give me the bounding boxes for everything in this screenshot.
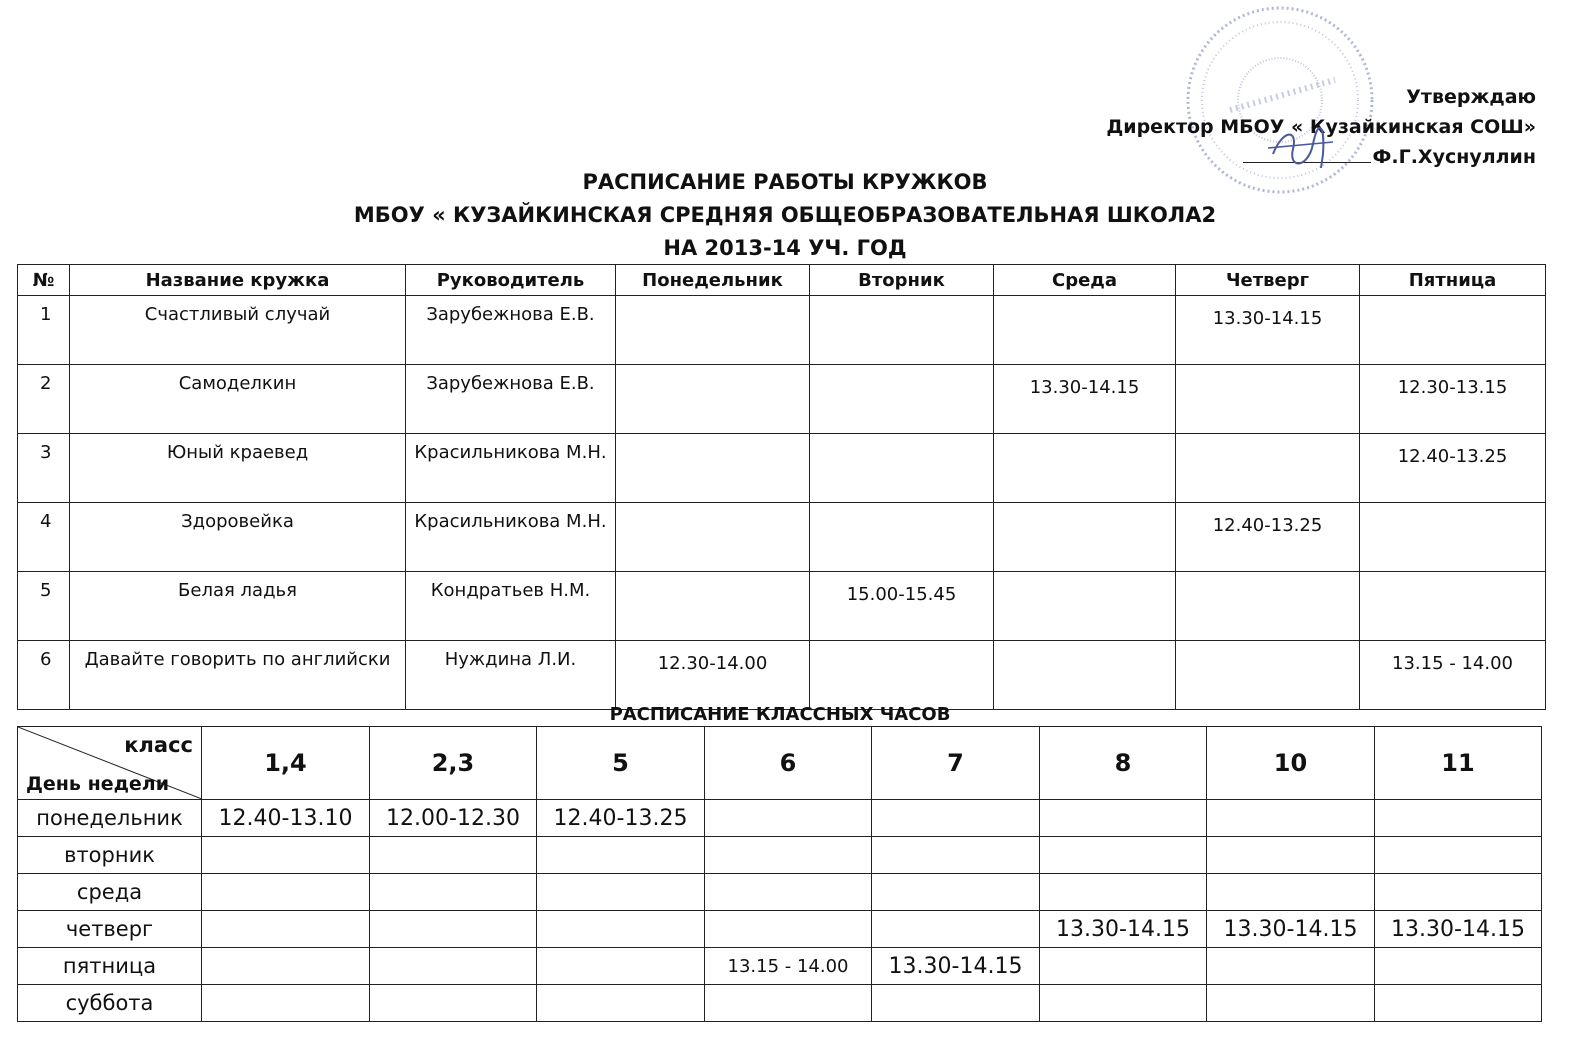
signature-icon: [1263, 124, 1353, 170]
time-cell: 13.15 - 14.00: [705, 948, 872, 985]
friday-time: 12.30-13.15: [1360, 365, 1546, 434]
friday-time: [1360, 503, 1546, 572]
circle-name: Счастливый случай: [70, 296, 406, 365]
time-cell: [537, 911, 705, 948]
row-num: 5: [18, 572, 70, 641]
time-cell: [1040, 800, 1207, 837]
circle-name: Здоровейка: [70, 503, 406, 572]
circle-name: Белая ладья: [70, 572, 406, 641]
corner-cell: [18, 727, 202, 800]
time-cell: [1040, 985, 1207, 1022]
time-cell: 12.40-13.10: [202, 800, 370, 837]
wednesday-time: [994, 296, 1176, 365]
header-tuesday: Вторник: [810, 265, 994, 296]
time-cell: [370, 874, 537, 911]
circle-leader: Красильникова М.Н.: [406, 434, 616, 503]
time-cell: 13.30-14.15: [872, 948, 1040, 985]
wednesday-time: [994, 434, 1176, 503]
time-cell: [1375, 948, 1542, 985]
corner-class-label: класс: [124, 733, 193, 757]
monday-time: [616, 296, 810, 365]
table-row: [18, 874, 1542, 911]
time-cell: [370, 948, 537, 985]
approval-signature-line: [1106, 142, 1536, 172]
time-cell: [1207, 800, 1375, 837]
circle-leader: Нуждина Л.И.: [406, 641, 616, 710]
time-cell: [872, 985, 1040, 1022]
approval-block: [1106, 82, 1536, 172]
row-num: 3: [18, 434, 70, 503]
tuesday-time: [810, 296, 994, 365]
class-hours-table: [17, 726, 1542, 1022]
time-cell: [872, 911, 1040, 948]
thursday-time: 12.40-13.25: [1176, 503, 1360, 572]
time-cell: [1207, 985, 1375, 1022]
circle-leader: Зарубежнова Е.В.: [406, 365, 616, 434]
class-header: 5: [537, 727, 705, 800]
thursday-time: [1176, 641, 1360, 710]
row-num: 6: [18, 641, 70, 710]
table-row: [18, 800, 1542, 837]
circle-leader: Зарубежнова Е.В.: [406, 296, 616, 365]
friday-time: [1360, 296, 1546, 365]
header-leader: Руководитель: [406, 265, 616, 296]
day-cell: вторник: [18, 837, 202, 874]
class-header: 1,4: [202, 727, 370, 800]
title-line-2: МБОУ « КУЗАЙКИНСКАЯ СРЕДНЯЯ ОБЩЕОБРАЗОВАТЕЛЬНАЯ ШКОЛА2: [353, 203, 1217, 227]
time-cell: [705, 800, 872, 837]
corner-day-label: День недели: [26, 773, 170, 795]
monday-time: [616, 434, 810, 503]
tuesday-time: [810, 365, 994, 434]
time-cell: [872, 837, 1040, 874]
thursday-time: 13.30-14.15: [1176, 296, 1360, 365]
time-cell: [202, 874, 370, 911]
row-num: 1: [18, 296, 70, 365]
approval-position: Директор МБОУ « Кузайкинская СОШ»: [1106, 116, 1536, 138]
tuesday-time: 15.00-15.45: [810, 572, 994, 641]
thursday-time: [1176, 572, 1360, 641]
time-cell: [202, 985, 370, 1022]
monday-time: [616, 503, 810, 572]
time-cell: [1375, 837, 1542, 874]
time-cell: [705, 874, 872, 911]
class-header-row: [18, 727, 1542, 800]
circle-name: Юный краевед: [70, 434, 406, 503]
tuesday-time: [810, 434, 994, 503]
title-line-3: НА 2013-14 УЧ. ГОД: [663, 236, 907, 260]
wednesday-time: [994, 503, 1176, 572]
wednesday-time: [994, 572, 1176, 641]
header-name: Название кружка: [70, 265, 406, 296]
time-cell: [537, 874, 705, 911]
class-header: 6: [705, 727, 872, 800]
table-row: [18, 503, 1546, 572]
header-monday: Понедельник: [616, 265, 810, 296]
time-cell: 12.00-12.30: [370, 800, 537, 837]
title-line-1: РАСПИСАНИЕ РАБОТЫ КРУЖКОВ: [582, 170, 988, 194]
approval-name: Ф.Г.Хуснуллин: [1372, 146, 1536, 168]
thursday-time: [1176, 365, 1360, 434]
time-cell: [537, 837, 705, 874]
time-cell: [872, 800, 1040, 837]
time-cell: [370, 911, 537, 948]
header-wednesday: Среда: [994, 265, 1176, 296]
monday-time: [616, 572, 810, 641]
time-cell: [1207, 948, 1375, 985]
row-num: 2: [18, 365, 70, 434]
row-num: 4: [18, 503, 70, 572]
time-cell: [202, 837, 370, 874]
class-header: 2,3: [370, 727, 537, 800]
tuesday-time: [810, 641, 994, 710]
class-header: 10: [1207, 727, 1375, 800]
table-row: [18, 985, 1542, 1022]
table-row: [18, 948, 1542, 985]
class-hours-title: РАСПИСАНИЕ КЛАССНЫХ ЧАСОВ: [609, 704, 951, 725]
table-row: [18, 365, 1546, 434]
tuesday-time: [810, 503, 994, 572]
time-cell: [537, 948, 705, 985]
time-cell: [1040, 837, 1207, 874]
day-cell: пятница: [18, 948, 202, 985]
wednesday-time: [994, 641, 1176, 710]
time-cell: [1207, 874, 1375, 911]
time-cell: [1375, 985, 1542, 1022]
circles-schedule-table: [17, 264, 1546, 710]
time-cell: 13.30-14.15: [1207, 911, 1375, 948]
circle-name: Самоделкин: [70, 365, 406, 434]
day-cell: суббота: [18, 985, 202, 1022]
wednesday-time: 13.30-14.15: [994, 365, 1176, 434]
friday-time: 12.40-13.25: [1360, 434, 1546, 503]
table-row: [18, 572, 1546, 641]
table-row: [18, 296, 1546, 365]
time-cell: [705, 985, 872, 1022]
page-title: [0, 166, 1570, 265]
time-cell: [705, 911, 872, 948]
time-cell: [537, 985, 705, 1022]
time-cell: [705, 837, 872, 874]
friday-time: 13.15 - 14.00: [1360, 641, 1546, 710]
circle-leader: Красильникова М.Н.: [406, 503, 616, 572]
time-cell: [370, 837, 537, 874]
time-cell: [202, 948, 370, 985]
time-cell: 12.40-13.25: [537, 800, 705, 837]
monday-time: 12.30-14.00: [616, 641, 810, 710]
class-header: 11: [1375, 727, 1542, 800]
class-header: 8: [1040, 727, 1207, 800]
table-row: [18, 837, 1542, 874]
time-cell: [872, 874, 1040, 911]
table-row: [18, 434, 1546, 503]
friday-time: [1360, 572, 1546, 641]
time-cell: [202, 911, 370, 948]
day-cell: среда: [18, 874, 202, 911]
time-cell: [1040, 874, 1207, 911]
day-cell: четверг: [18, 911, 202, 948]
time-cell: 13.30-14.15: [1040, 911, 1207, 948]
header-thursday: Четверг: [1176, 265, 1360, 296]
time-cell: [370, 985, 537, 1022]
table-row: [18, 911, 1542, 948]
header-num: №: [18, 265, 70, 296]
time-cell: [1375, 800, 1542, 837]
time-cell: [1375, 874, 1542, 911]
time-cell: [1040, 948, 1207, 985]
day-cell: понедельник: [18, 800, 202, 837]
circle-leader: Кондратьев Н.М.: [406, 572, 616, 641]
class-header: 7: [872, 727, 1040, 800]
signature-line: [1243, 144, 1371, 163]
monday-time: [616, 365, 810, 434]
thursday-time: [1176, 434, 1360, 503]
table-row: [18, 641, 1546, 710]
circle-name: Давайте говорить по английски: [70, 641, 406, 710]
time-cell: 13.30-14.15: [1375, 911, 1542, 948]
approval-title: Утверждаю: [1406, 86, 1536, 108]
time-cell: [1207, 837, 1375, 874]
header-friday: Пятница: [1360, 265, 1546, 296]
table-header-row: [18, 265, 1546, 296]
